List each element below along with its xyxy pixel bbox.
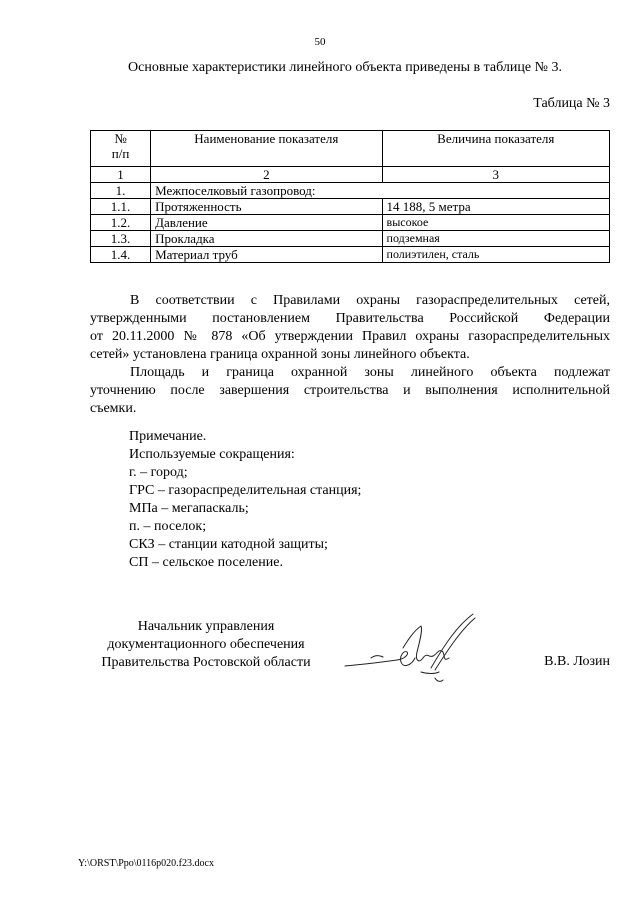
paragraph-line: от 20.11.2000 № 878 «Об утверждении Правил охраны газораспределительных bbox=[90, 329, 610, 344]
note-subtitle: Используемые сокращения: bbox=[129, 447, 295, 462]
row-value: высокое bbox=[382, 215, 609, 231]
col-number-1: 1 bbox=[91, 167, 151, 183]
col-number-2: 2 bbox=[151, 167, 382, 183]
table-header-row bbox=[91, 131, 610, 167]
paragraph-clarification bbox=[90, 364, 610, 418]
row-name: Материал труб bbox=[151, 247, 382, 263]
section-name: Межпоселковый газопровод: bbox=[151, 183, 610, 199]
row-num: 1.2. bbox=[91, 215, 151, 231]
paragraph-line: Площадь и граница охранной зоны линейного объекта подлежат bbox=[130, 365, 610, 380]
table-row bbox=[91, 199, 610, 215]
section-num: 1. bbox=[91, 183, 151, 199]
position-line: Правительства Ростовской области bbox=[101, 655, 311, 670]
header-num-line2: п/п bbox=[111, 146, 130, 161]
note-title: Примечание. bbox=[129, 429, 207, 444]
table-row bbox=[91, 247, 610, 263]
table-caption: Таблица № 3 bbox=[533, 96, 610, 111]
paragraph-protection-zone bbox=[90, 292, 610, 364]
abbreviation-item: ГРС – газораспределительная станция; bbox=[129, 483, 362, 498]
table-section-row bbox=[91, 183, 610, 199]
table-row bbox=[91, 231, 610, 247]
header-name: Наименование показателя bbox=[151, 131, 382, 167]
row-name: Прокладка bbox=[151, 231, 382, 247]
header-value: Величина показателя bbox=[382, 131, 609, 167]
header-num-line1: № bbox=[114, 131, 127, 146]
row-num: 1.3. bbox=[91, 231, 151, 247]
intro-text: Основные характеристики линейного объекта приведены в таблице № 3. bbox=[128, 60, 562, 75]
abbreviation-item: СП – сельское поселение. bbox=[129, 555, 283, 570]
paragraph-line: сетей» установлена граница охранной зоны линейного объекта. bbox=[90, 347, 470, 362]
abbreviation-item: п. – поселок; bbox=[129, 519, 207, 534]
row-value: 14 188, 5 метра bbox=[382, 199, 609, 215]
row-name: Давление bbox=[151, 215, 382, 231]
row-num: 1.1. bbox=[91, 199, 151, 215]
row-num: 1.4. bbox=[91, 247, 151, 263]
footer-file-path: Y:\ORST\Ppo\0116p020.f23.docx bbox=[78, 858, 214, 869]
abbreviation-item: СКЗ – станции катодной защиты; bbox=[129, 537, 328, 552]
paragraph-line: уточнению после завершения строительства и выполнения исполнительной bbox=[90, 383, 610, 398]
table-row bbox=[91, 215, 610, 231]
page-number: 50 bbox=[314, 36, 326, 48]
characteristics-table bbox=[90, 130, 610, 263]
row-value: подземная bbox=[382, 231, 609, 247]
row-name: Протяженность bbox=[151, 199, 382, 215]
position-line: документационного обеспечения bbox=[107, 637, 305, 652]
handwritten-signature bbox=[335, 608, 495, 688]
signer-name: В.В. Лозин bbox=[544, 654, 610, 669]
position-line: Начальник управления bbox=[137, 619, 275, 634]
paragraph-line: утвержденными постановлением Правительства Российской Федерации bbox=[90, 311, 610, 326]
abbreviations-note bbox=[129, 428, 361, 572]
column-number-row bbox=[91, 167, 610, 183]
signatory-position bbox=[90, 618, 322, 672]
abbreviation-item: г. – город; bbox=[129, 465, 188, 480]
paragraph-line: В соответствии с Правилами охраны газораспределительных сетей, bbox=[130, 293, 610, 308]
header-num bbox=[91, 131, 151, 167]
row-value: полиэтилен, сталь bbox=[382, 247, 609, 263]
col-number-3: 3 bbox=[382, 167, 609, 183]
paragraph-line: съемки. bbox=[90, 401, 137, 416]
abbreviation-item: МПа – мегапаскаль; bbox=[129, 501, 249, 516]
